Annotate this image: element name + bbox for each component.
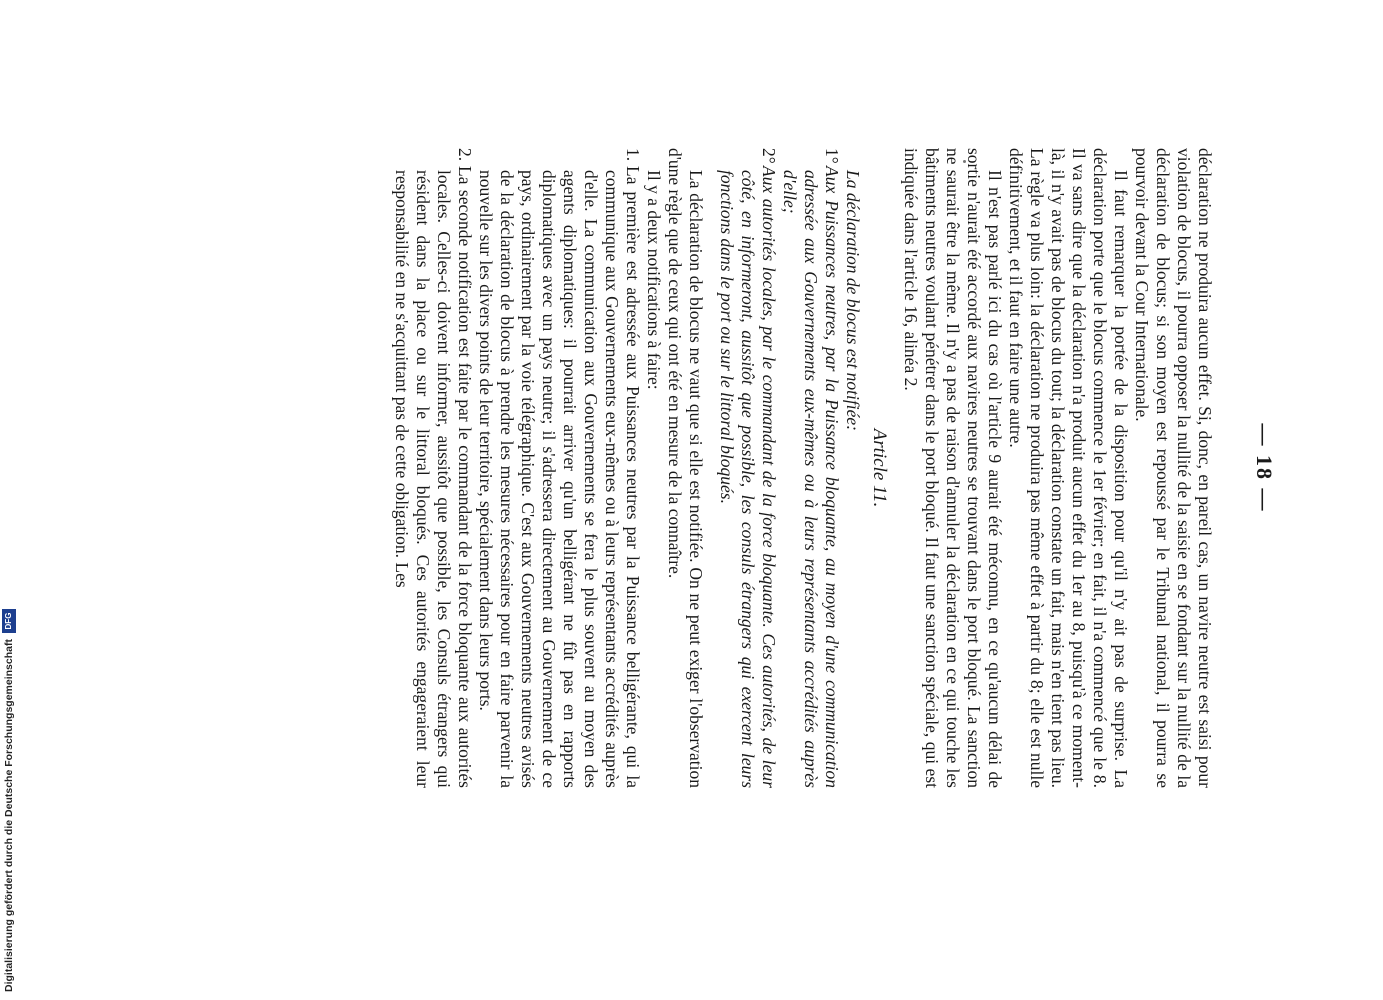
item-text: La seconde notification est faite par le commandant de la force bloquante aux autorités locales. Celles-ci doivent informer, aussitôt que possible, les Consuls étrangers qui résident dans la place ou sur le littoral bloqués. Ces autorités engageraient leur responsabilité en ne s'acquittant pas de cette obligation. Les [392, 166, 475, 788]
article-item-2 [716, 148, 779, 788]
digitization-footer [0, 0, 18, 1000]
item-number: 1. [623, 148, 643, 162]
footer-text: Digitalisierung gefördert durch die Deutsche Forschungsgemeinschaft [3, 639, 15, 992]
paragraph-two-notifications: Il y a deux notifications à faire: [644, 170, 664, 390]
paragraph-remark: Il faut remarquer la portée de la disposition pour qu'il n'y ait pas de surprise. La déclaration porte que le blocus commence le 1er février; en fait, il n'a commencé que le 8. Il va sans dire que la déclaration n'a produit aucun effet du 1er au 8, puisqu'à ce moment-là, il n'y avait pas de blocus du tout; la déclaration constate un fait, mais n'en tient pas lieu. La règle va plus loin: la déclaration ne produira pas même effet à partir du 8; elle est nulle définitivement, et il faut en faire une autre. [1006, 148, 1131, 788]
numbered-item-1 [475, 148, 643, 788]
item-number: 1° [822, 148, 842, 164]
dfg-logo-icon: DFG [2, 609, 16, 633]
page-content [392, 148, 1277, 788]
item-number: 2. [455, 148, 475, 162]
paragraph-continuation: déclaration ne produira aucun effet. Si, donc, en pareil cas, un navire neutre est saisi pour violation de blocus, il pourra opposer la nullité de la saisie en se fondant sur la nullité de la déclaration de blocus; si son moyen est repoussé par le Tribunal national, il pourra se pourvoir devant la Cour Internationale. [1132, 148, 1215, 788]
numbered-item-2 [391, 148, 475, 788]
paragraph-notification: La déclaration de blocus ne vaut que si elle est notifiée. On ne peut exiger l'observation d'une règle que de ceux qui ont été en mesure de la connaître. [665, 148, 706, 788]
item-number: 2° [759, 148, 779, 164]
item-text: Aux Puissances neutres, par la Puissance bloquante, au moyen d'une communication adressée aux Gouvernements eux-mêmes ou à leurs représentants accrédités auprès d'elle; [780, 166, 842, 788]
paragraph-article9: Il n'est pas parlé ici du cas où l'article 9 aurait été méconnu, en ce qu'aucun délai de sortie n'aurait été accordé aux navires neutres se trouvant dans le port bloqué. La sanction ne saurait être la même. Il n'y a pas de raison d'annuler la déclaration en ce qui touche les bâtiments neutres voulant pénétrer dans le port bloqué. Il faut une sanction spéciale, qui est indiquée dans l'article 16, alinéa 2. [901, 148, 1005, 788]
item-text: Aux autorités locales, par le commandant de la force bloquante. Ces autorités, de leur côté, en informeront, aussitôt que possible, les consuls étrangers qui exercent leurs fonctions dans le port ou sur le littoral bloqués. [717, 166, 779, 788]
item-text: La première est adressée aux Puissances neutres par la Puissance belligérante, qui la communique aux Gouvernements eux-mêmes ou à leurs représentants accrédités auprès d'elle. La communication aux Gouvernements se fera le plus souvent au moyen des agents diplomatiques: il pourrait arriver qu'un belligérant ne fût pas en rapports diplomatiques avec un pays neutre; il s'adressera directement au Gouvernement de ce pays, ordinairement par la voie télégraphique. C'est aux Gouvernements neutres avisés de la déclaration de blocus à prendre les mesures nécessaires pour en faire parvenir la nouvelle sur les divers points de leur territoire, spécialement dans leurs ports. [476, 166, 643, 788]
article-heading: Article 11. [869, 428, 890, 508]
article-intro: La déclaration de blocus est notifiée: [843, 170, 863, 431]
article-item-1 [779, 148, 842, 788]
page-number: — 18 — [1252, 423, 1277, 513]
